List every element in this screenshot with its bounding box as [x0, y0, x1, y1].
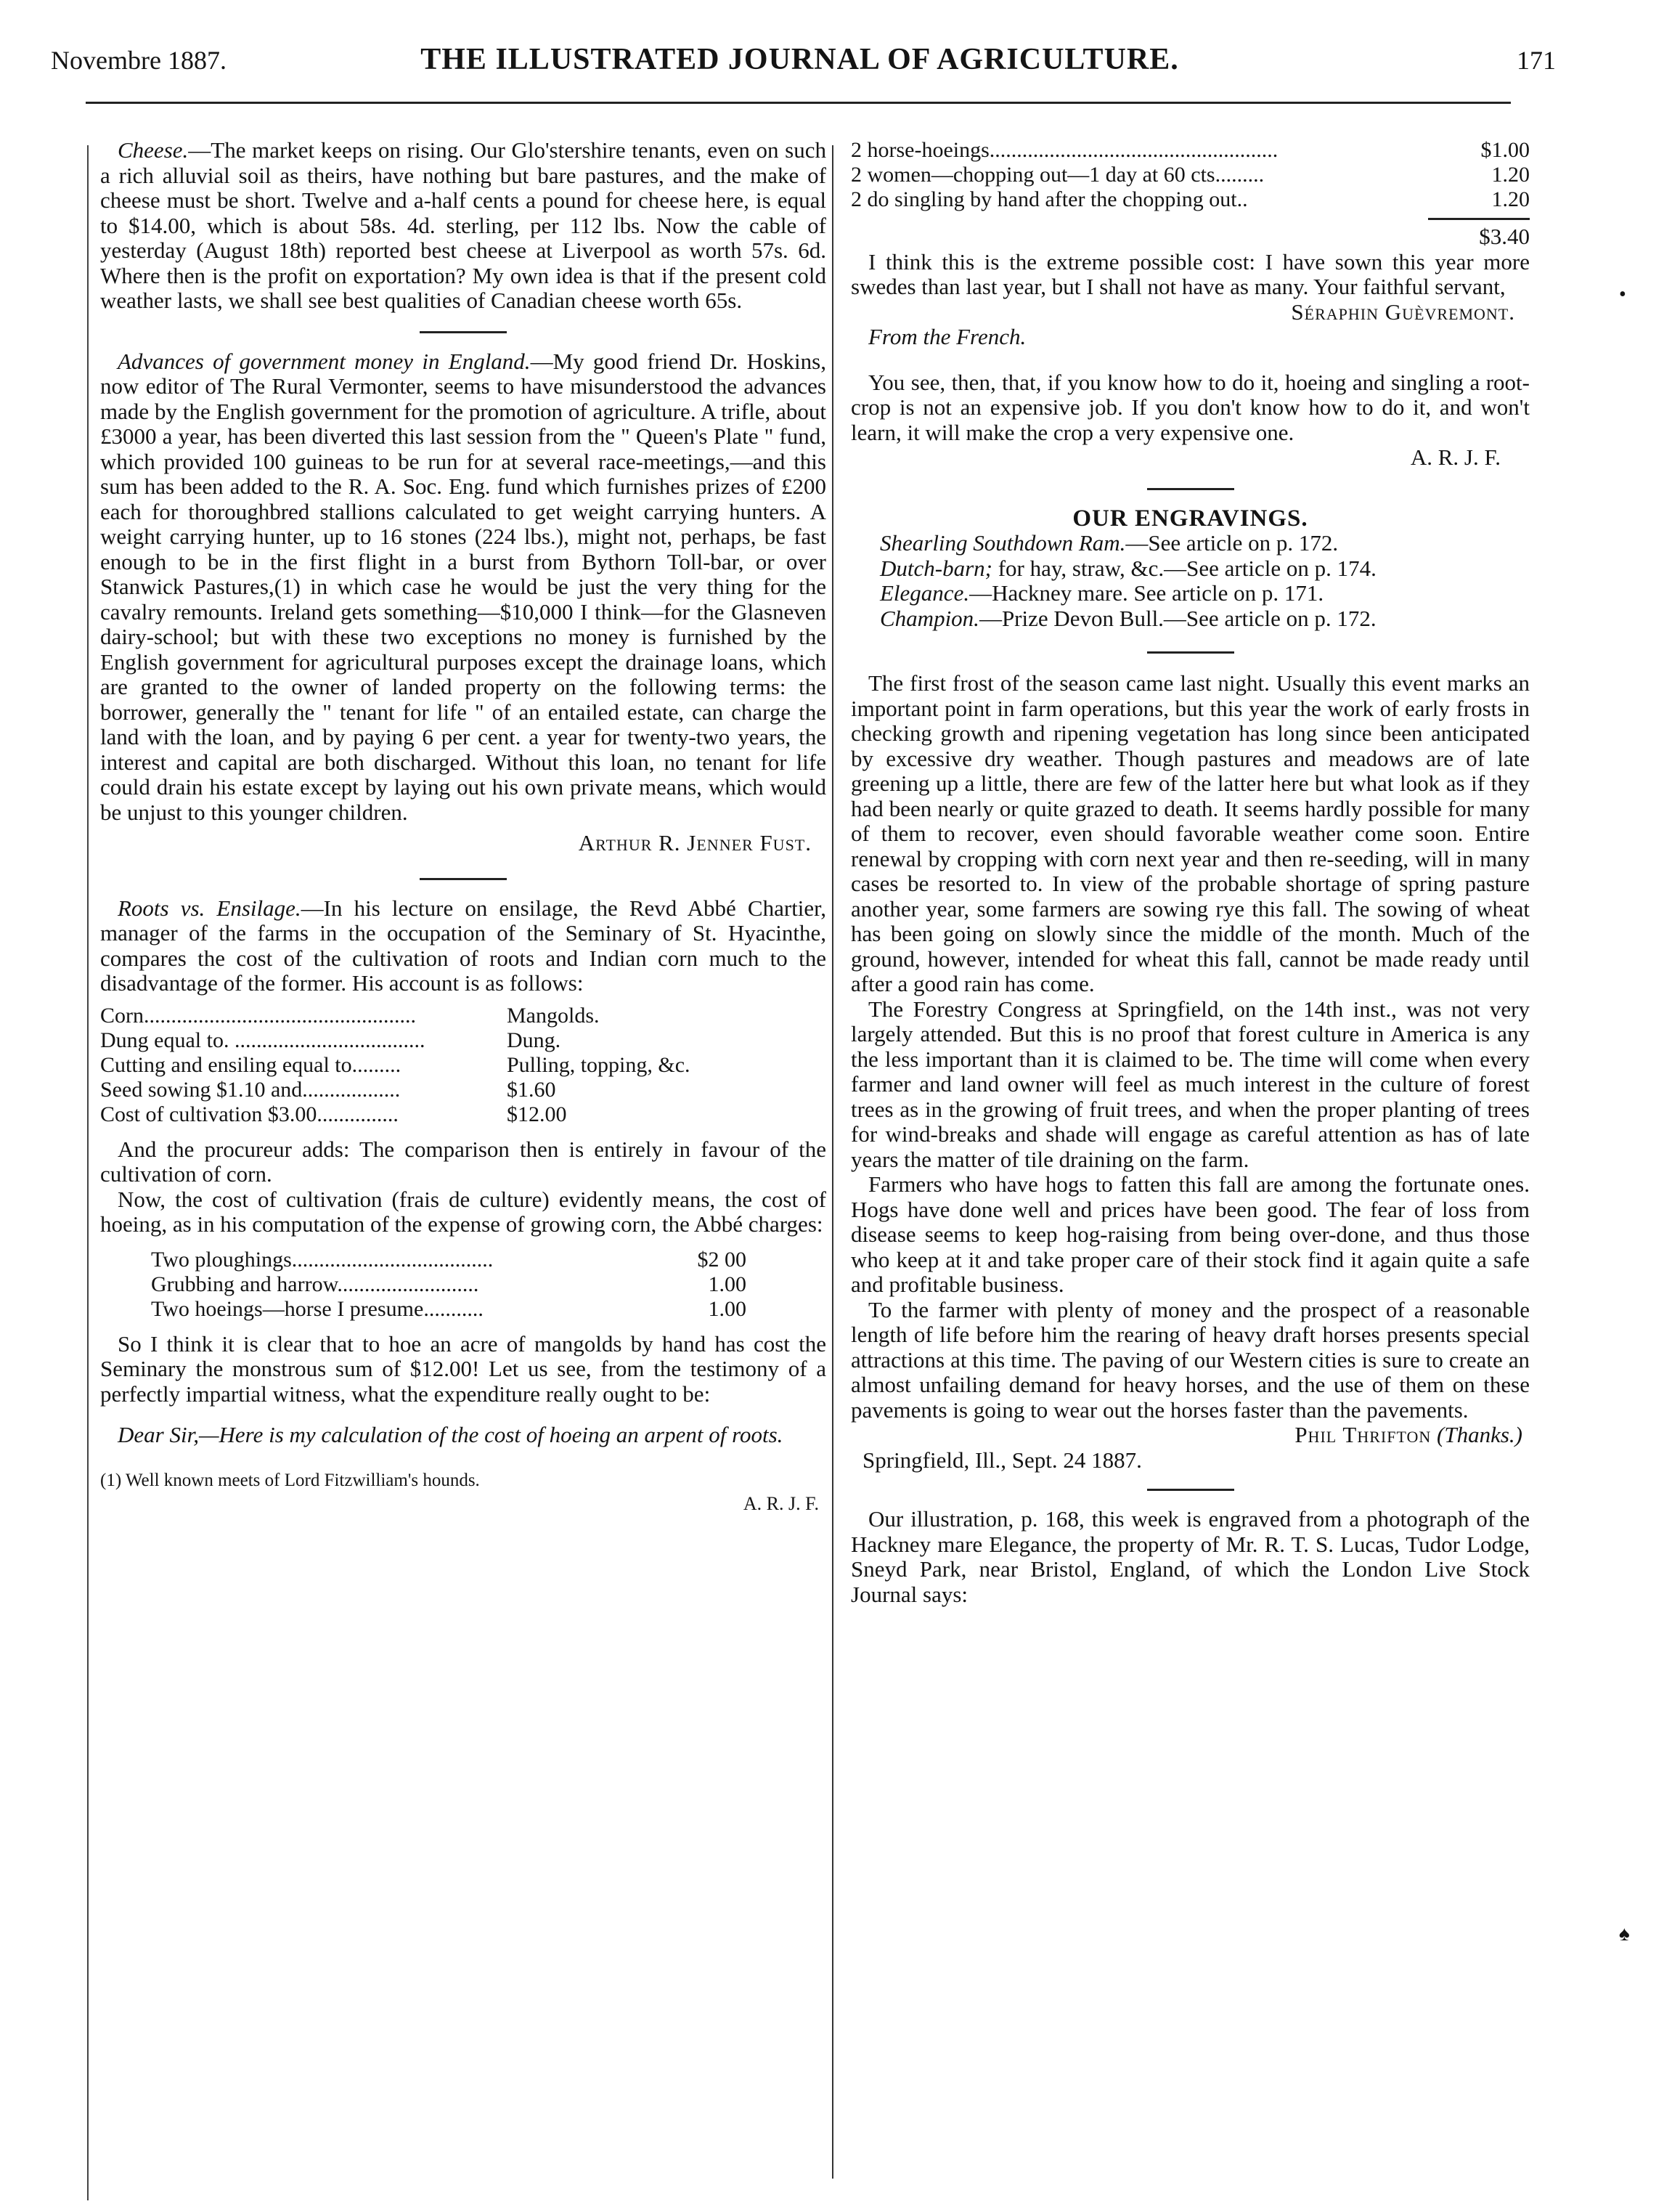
cheese-paragraph	[100, 138, 826, 314]
advances-paragraph	[100, 349, 826, 826]
cost-amount: 1.20	[1491, 163, 1530, 187]
engravings-list	[851, 531, 1530, 631]
margin-rule	[87, 145, 89, 2200]
header-title: THE ILLUSTRATED JOURNAL OF AGRICULTURE.	[420, 43, 1179, 76]
cheese-body: —The market keeps on rising. Our Glo'stershire tenants, even on such a rich alluvial soil as theirs, have nothing but bare pastures, and the make of cheese must be short. Twelve and a-half cents a pound for cheese here, is equal to $14.00, which is about 58s. 4d. sterling, per 112 lbs. Now the cable of yesterday (August 18th) reported best cheese at Liverpool as worth 57s. 6d. Where then is the profit on exportation? My own idea is that if the present cold weather lasts, we shall see best qualities of Canadian cheese worth 65s.	[100, 137, 826, 313]
table-row	[851, 138, 1530, 163]
illustration-paragraph: Our illustration, p. 168, this week is engraved from a photograph of the Hackney mare Elegance, the property of Mr. R. T. S. Lucas, Tudor Lodge, Sneyd Park, near Bristol, England, of which the London Live Stock Journal says:	[851, 1506, 1530, 1607]
mangolds-cell: Dung.	[507, 1028, 561, 1052]
list-item: Elegance.—Hackney mare. See article on p. 171.	[880, 580, 1324, 606]
dear-sir-paragraph: Dear Sir,—Here is my calculation of the cost of hoeing an arpent of roots.	[118, 1422, 783, 1447]
abbe-charges-table	[151, 1248, 746, 1322]
page-header	[44, 45, 1556, 89]
hogs-paragraph: Farmers who have hogs to fatten this fall are among the fortunate ones. Hogs have done well and prices have been good. The fear of loss from disease seems to keep hog-raising from being over-done, and thus those who keep at it and take proper care of their stock find it again quite a safe and profitable business.	[851, 1171, 1530, 1297]
mangolds-cell: Pulling, topping, &c.	[507, 1052, 690, 1077]
thrifton-signature: Phil Thrifton (Thanks.)	[1294, 1422, 1522, 1447]
cost-total: $3.40	[1479, 224, 1530, 249]
table-row	[851, 187, 1530, 212]
now-paragraph: Now, the cost of cultivation (frais de culture) evidently means, the cost of hoeing, as in his computation of the expense of growing corn, the Abbé charges:	[100, 1186, 826, 1237]
charge-item: Grubbing and harrow..........................	[151, 1272, 479, 1296]
advances-signature: Arthur R. Jenner Fust.	[578, 830, 812, 855]
guevremont-signature: Séraphin Guèvremont.	[1291, 298, 1515, 325]
charge-item: Two ploughings.....................................	[151, 1247, 494, 1272]
section-separator	[420, 331, 507, 333]
from-french: From the French.	[868, 324, 1027, 349]
you-see-paragraph: You see, then, that, if you know how to do it, hoeing and singling a root-crop is not an expensive job. If you don't know how to do it, and won't learn, it will make the crop a very expensive one.	[851, 369, 1530, 445]
cost-amount: $1.00	[1480, 138, 1530, 162]
right-column	[851, 138, 1530, 1607]
corn-cell: Cost of cultivation $3.00...............	[100, 1102, 399, 1126]
forestry-paragraph: The Forestry Congress at Springfield, on the 14th inst., was not very largely attended. But this is no proof that forest culture in America is any the less important than it is claimed to be. The time will come when every farmer and land owner will feel as much interest in the culture of forest trees as in the growing of fruit trees, and when the proper planting of trees for wind-breaks and shade will engage as careful attention as has of late years the matter of tile draining on the farm.	[851, 996, 1530, 1172]
footnote: (1) Well known meets of Lord Fitzwilliam's hounds.	[100, 1470, 480, 1490]
roots-paragraph	[100, 896, 826, 996]
corn-vs-mangolds-table	[100, 1004, 826, 1127]
column-rule	[832, 145, 833, 2179]
list-item: Shearling Southdown Ram.—See article on p. 172.	[880, 530, 1339, 556]
section-separator	[1147, 651, 1234, 654]
table-row	[100, 1053, 826, 1078]
cost-amount: 1.20	[1491, 187, 1530, 211]
table-row	[151, 1297, 746, 1322]
charge-amount: 1.00	[708, 1272, 746, 1296]
table-row	[100, 1028, 826, 1053]
engravings-heading: OUR ENGRAVINGS.	[1072, 505, 1308, 532]
cost-item: 2 women—chopping out—1 day at 60 cts.........	[851, 163, 1265, 187]
list-item: Champion.—Prize Devon Bull.—See article on p. 172.	[880, 605, 1377, 631]
margin-pointer-icon: ♠	[1619, 1923, 1630, 1945]
section-separator	[420, 878, 507, 880]
list-item: Dutch-barn; for hay, straw, &c.—See article on p. 174.	[880, 555, 1377, 581]
page-number: 171	[1517, 46, 1556, 75]
total-rule	[1428, 218, 1530, 220]
thrifton-place-date: Springfield, Ill., Sept. 24 1887.	[862, 1447, 1142, 1473]
horses-paragraph: To the farmer with plenty of money and the prospect of a reasonable length of life before him the rearing of heavy draft horses presents special attractions at this time. The paving of our Western cities is sure to create an almost unfailing demand for heavy horses, and the use of them on these pavements is going to wear out the horses faster than the pavements.	[851, 1296, 1530, 1423]
section-separator	[1147, 1489, 1234, 1491]
advances-body: —My good friend Dr. Hoskins, now editor of The Rural Vermonter, seems to have misunderstood the advances made by the English government for the promotion of agriculture. A trifle, about £3000 a year, has been diverted this last session from the " Queen's Plate " fund, which provided 100 guineas to be run for at several race-meetings,—and this sum has been added to the R. A. Soc. Eng. fund which furnishes prizes of £200 each for thoroughbred stallions calculated to get weight carrying hunters. A weight carrying hunter, up to 16 stones (224 lbs.), might not, perhaps, be fast enough to be in the first flight in a burst from Bythorn Toll-bar, or over Stanwick Pastures,(1) in which case he would be just the very thing for the cavalry remounts. Ireland gets something—$10,000 I think—for the Glasneven dairy-school; but with these two exceptions no money is furnished by the English government for agricultural purposes except the drainage loans, which are granted to the owner of landed property on the following terms: the borrower, generally the " tenant for life " of an entailed estate, can charge the land with the loan, and by paying 6 per cent. a year for twenty-two years, the interest and capital are both discharged. Without this loan, no tenant for life could drain his estate except by laying out his own private means, which would be unjust to this younger children.	[100, 348, 826, 825]
table-row	[151, 1272, 746, 1297]
advances-title: Advances of government money in England.	[118, 348, 531, 374]
mangolds-cell: $1.60	[507, 1077, 556, 1102]
procureur-paragraph: And the procureur adds: The comparison then is entirely in favour of the cultivation of corn.	[100, 1136, 826, 1187]
so-paragraph: So I think it is clear that to hoe an acre of mangolds by hand has cost the Seminary the monstrous sum of $12.00! Let us see, from the testimony of a perfectly impartial witness, what the expenditure really ought to be:	[100, 1330, 826, 1407]
extreme-paragraph: I think this is the extreme possible cost: I have sown this year more swedes than last year, but I shall not have as many. Your faithful servant,	[851, 248, 1530, 299]
table-row	[100, 1004, 826, 1028]
table-row	[151, 1248, 746, 1272]
section-separator	[1147, 488, 1234, 490]
mangolds-cell: Mangolds.	[507, 1003, 600, 1028]
corn-cell: Seed sowing $1.10 and..................	[100, 1077, 401, 1102]
roots-title: Roots vs. Ensilage.	[118, 895, 301, 921]
mangolds-cell: $12.00	[507, 1102, 567, 1126]
corn-cell: Dung equal to. ...................................	[100, 1028, 425, 1052]
left-column	[100, 138, 826, 1516]
table-row	[100, 1078, 826, 1102]
charge-item: Two hoeings—horse I presume...........	[151, 1296, 484, 1321]
header-date: Novembre 1887.	[51, 46, 227, 75]
cost-item: 2 horse-hoeings.....................................................	[851, 138, 1279, 162]
frost-paragraph: The first frost of the season came last night. Usually this event marks an important point in farm operations, but this year the work of early frosts in checking growth and ripening vegetation has long since been anticipated by excessive dry weather. Though pastures and meadows are of late greening up a little, there are few of the latter here but what look as if they had been nearly or quite grazed to death. It seems hardly possible for many of them to recover, even should favorable weather come soon. Entire renewal by cropping with corn next year and then re-seeding, will in many cases be resorted to. In view of the probable shortage of spring pasture another year, some farmers are sowing rye this fall. The sowing of wheat has been going on slowly since the middle of the month. Much of the ground, however, intended for wheat this fall, cannot be made ready until after a good rain has come.	[851, 670, 1530, 996]
cost-item: 2 do singling by hand after the chopping out..	[851, 187, 1248, 211]
footnote-signature: A. R. J. F.	[743, 1492, 819, 1514]
charge-amount: 1.00	[708, 1296, 746, 1321]
you-see-signature: A. R. J. F.	[1410, 444, 1501, 470]
roots-body: —In his lecture on ensilage, the Revd Abbé Chartier, manager of the farms in the occupation of the Seminary of St. Hyacinthe, compares the cost of the cultivation of roots and Indian corn much to the disadvantage of the former. His account is as follows:	[100, 895, 827, 996]
hoeing-cost-table	[851, 138, 1530, 212]
header-rule	[86, 102, 1511, 104]
corn-cell: Corn..................................................	[100, 1003, 416, 1028]
corn-cell: Cutting and ensiling equal to.........	[100, 1052, 401, 1077]
cheese-title: Cheese.	[118, 137, 189, 163]
charge-amount: $2 00	[697, 1247, 746, 1272]
table-row	[100, 1102, 826, 1127]
table-row	[851, 163, 1530, 187]
margin-dot: •	[1619, 283, 1626, 306]
